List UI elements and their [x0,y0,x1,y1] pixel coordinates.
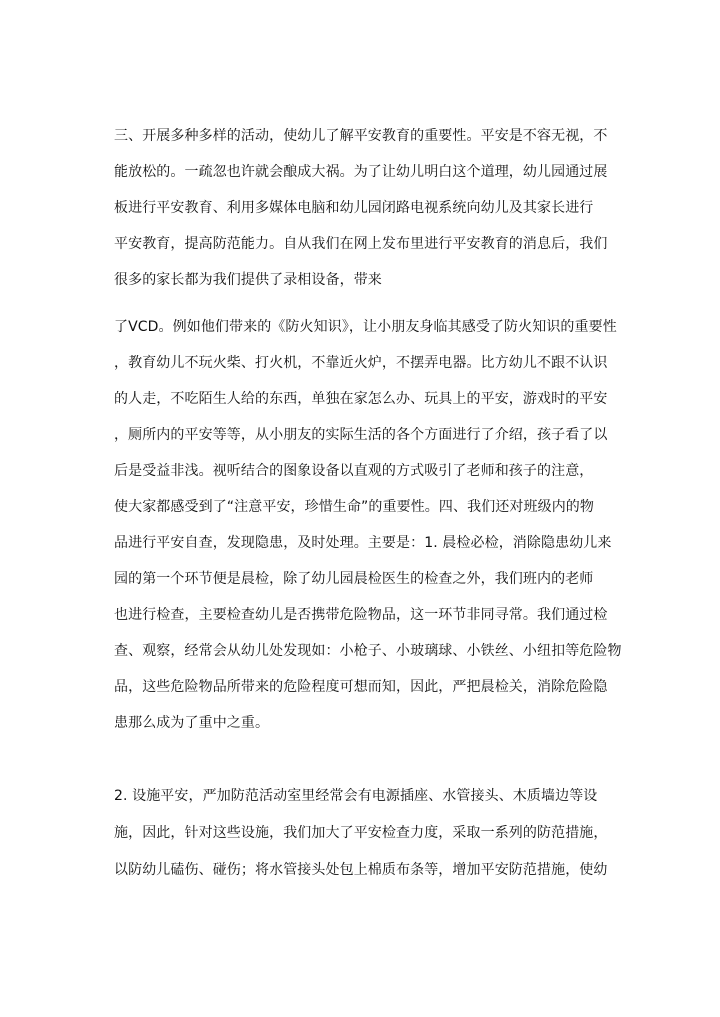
text-line: ，教育幼儿不玩火柴、打火机，不靠近火炉，不摆弄电器。比方幼儿不跟不认识 [114,355,608,371]
text-line: 平安教育，提高防范能力。自从我们在网上发布里进行平安教育的消息后，我们 [114,236,608,252]
text-line: 使大家都感受到了“注意平安，珍惜生命”的重要性。四、我们还对班级内的物 [114,499,595,515]
text-line: 施，因此，针对这些设施，我们加大了平安检查力度，采取一系列的防范措施， [114,825,608,841]
text-line: 2. 设施平安，严加防范活动室里经常会有电源插座、水管接头、木质墙边等设 [114,788,598,804]
text-line: 板进行平安教育、利用多媒体电脑和幼儿园闭路电视系统向幼儿及其家长进行 [114,200,594,216]
text-line: 后是受益非浅。视听结合的图象设备以直观的方式吸引了老师和孩子的注意， [114,463,594,479]
text-line: 很多的家长都为我们提供了录相设备，带来 [114,272,382,288]
text-line: 能放松的。一疏忽也许就会酿成大祸。为了让幼儿明白这个道理，幼儿园通过展 [114,164,608,180]
text-line: 查、观察，经常会从幼儿处发现如：小枪子、小玻璃球、小铁丝、小纽扣等危险物 [114,643,622,659]
text-line: 了VCD。例如他们带来的《防火知识》，让小朋友身临其感受了防火知识的重要性 [114,319,617,335]
text-line: 以防幼儿磕伤、碰伤；将水管接头处包上棉质布条等，增加平安防范措施，使幼 [114,862,608,878]
text-line: 园的第一个环节便是晨检，除了幼儿园晨检医生的检查之外，我们班内的老师 [114,571,594,587]
text-line: 患那么成为了重中之重。 [114,715,270,731]
text-line: ，厕所内的平安等等，从小朋友的实际生活的各个方面进行了介绍，孩子看了以 [114,427,608,443]
text-line: 的人走，不吃陌生人给的东西，单独在家怎么办、玩具上的平安，游戏时的平安 [114,391,608,407]
text-line: 三、开展多种多样的活动，使幼儿了解平安教育的重要性。平安是不容无视，不 [114,128,608,144]
text-line: 品进行平安自查，发现隐患，及时处理。主要是：1. 晨检必检，消除隐患幼儿来 [114,535,612,551]
text-line: 品，这些危险物品所带来的危险程度可想而知，因此，严把晨检关，消除危险隐 [114,679,608,695]
text-line: 也进行检查，主要检查幼儿是否携带危险物品，这一环节非同寻常。我们通过检 [114,607,608,623]
